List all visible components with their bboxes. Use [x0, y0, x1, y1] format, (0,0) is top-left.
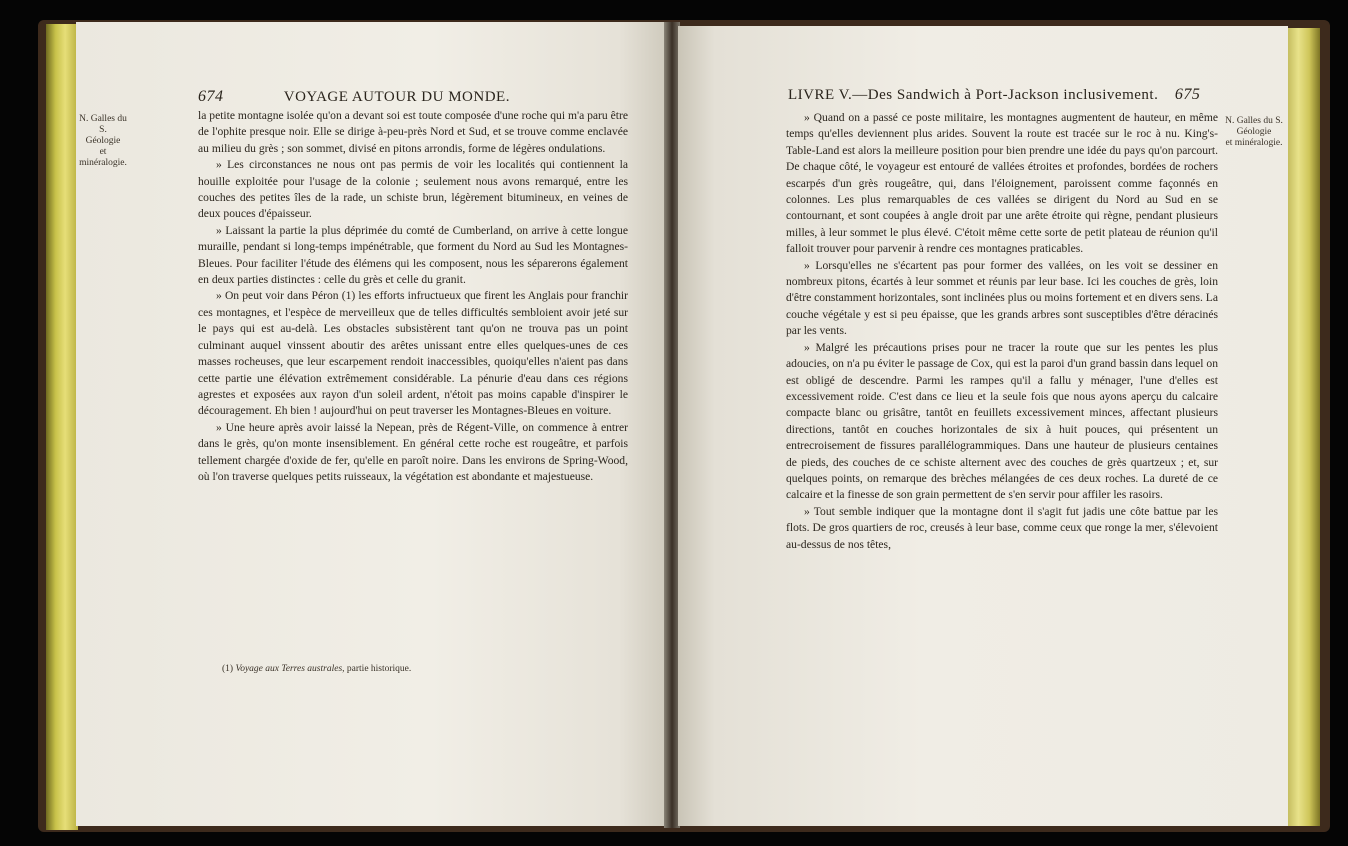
- left-page-edges: [46, 24, 78, 830]
- margin-note-topic: Géologie: [1236, 127, 1272, 137]
- footnote-title: Voyage aux Terres australes,: [235, 664, 345, 674]
- paragraph: » Tout semble indiquer que la montagne dont il s'agit fut jadis une côte battue par les flots. De gros quartiers de roc, creusés à leur base, comme ceux que ronge la mer, s'élevoient au-dessus de nos têtes,: [786, 504, 1218, 551]
- right-running-title: LIVRE V.—Des Sandwich à Port-Jackson inclusivement.: [788, 87, 1159, 103]
- left-running-title: VOYAGE AUTOUR DU MONDE.: [283, 89, 510, 105]
- left-body-text: [198, 108, 628, 485]
- paragraph: » Les circonstances ne nous ont pas permis de voir les localités qui contiennent la houille exploitée pour l'usage de la colonie ; seulement nous avons remarqué, entre les couches des petites îles de la rade, un schiste brun, légèrement bitumineux, en veines de deux pouces d'épaisseur.: [198, 158, 628, 221]
- paragraph: » On peut voir dans Péron (1) les efforts infructueux que firent les Anglais pour franchir ces montagnes, et l'espèce de merveilleux que de telles difficultés sembloient avoir jeté sur le pays qui est au-delà. Les obstacles subsistèrent tant qu'on ne trouva pas un point culminant auquel vinssent aboutir des arêtes unissant entre elles quelques-unes de ces masses rocheuses, que leur escarpement rendoit inaccessibles, quoiqu'elles n'aient pas dans cette partie une élévation extrêmement considérable. La pénurie d'eau dans ces régions agrestes et exposées aux rayon d'un soleil ardent, n'étoit pas moins capable d'inspirer le découragement. Eh bien ! aujourd'hui on peut traverser les Montagnes-Bleues en voiture.: [198, 289, 628, 418]
- paragraph: la petite montagne isolée qu'on a devant soi est toute composée d'une roche qui m'a paru être de l'ophite presque noir. Elle se dirige à-peu-près Nord et Sud, et se trouve comme enclavée au milieu du grès ; son sommet, divisé en pitons arrondis, forme de légères ondulations.: [198, 109, 628, 155]
- paragraph: » Lorsqu'elles ne s'écartent pas pour former des vallées, on les voit se dessiner en nombreux pitons, écartés à leur sommet et réunis par leur base. Ici les couches de grès, loin d'être constamment horizontales, sont inclinées plus ou moins fortement et en divers sens. La couche végétale y est si peu épaisse, que les grands arbres sont susceptibles d'être déracinés par les vents.: [786, 258, 1218, 338]
- paragraph: » Laissant la partie la plus déprimée du comté de Cumberland, on arrive à cette longue muraille, pendant si long-temps impénétrable, que forment du Nord au Sud les Montagnes-Bleues. Pour faciliter l'étude des élémens qui les composent, nous les séparerons également en deux parties distinctes : celle du grès et celle du granit.: [198, 223, 628, 287]
- right-body-text: [786, 110, 1218, 553]
- paragraph: » Malgré les précautions prises pour ne tracer la route que sur les pentes les plus adoucies, on n'a pu éviter le passage de Cox, qui est la paroi d'un grand bassin dans lequel on est obligé de descendre. Parmi les rampes qu'il a fallu y ménager, l'une d'elles est excessivement roide. C'est dans ce lieu et la seule fois que nous ayons aperçu du calcaire compacte blanc ou grisâtre, tantôt en feuillets excessivement minces, affectant plusieurs directions, tantôt en couches horizontales de six à huit pouces, qui présentent un entrecroisement de fissures parallélogrammiques. Dans une hauteur de plusieurs centaines de pieds, des couches de ce schiste alternent avec des couches de grès quartzeux ; et, sur quelques points, on remarque des brèches mélangées de ces deux roches. La dureté de ce calcaire et la finesse de son grain permettent de s'en servir pour affiler les rasoirs.: [786, 340, 1218, 502]
- paragraph: » Quand on a passé ce poste militaire, les montagnes augmentent de hauteur, en même temps qu'elles deviennent plus arides. Souvent la route est tracée sur le roc à nu. King's-Table-Land est alors la meilleure position pour bien prendre une idée du pays qu'on parcourt. De chaque côté, le voyageur est entouré de vallées étroites et profondes, bordées de rochers escarpés d'un grès rougeâtre, qui, dans l'éloignement, paroissent comme façonnés en colonnes. Les plus remarquables de ces vallées se dirigent du Nord au Sud en se contournant, et sont coupées à angle droit par une arête étroite qui règne, pendant plusieurs milles, à leur sommet le plus élevé. C'étoit même cette sorte de petit plateau de réunion qu'il falloit trouver pour parvenir à rendre ces montagnes praticables.: [786, 111, 1218, 256]
- margin-note-topic: Géologie: [85, 136, 121, 146]
- margin-note-topic-2: et minéralogie.: [1225, 138, 1283, 148]
- paragraph: » Une heure après avoir laissé la Nepean, près de Régent-Ville, on commence à entrer dans le grès, qu'on monte insensiblement. En général cette roche est rougeâtre, et parfois tellement chargée d'oxide de fer, qu'elle en paroît noire. Dans les environs de Spring-Wood, où l'on traverse quelques petits ruisseaux, la végétation est abondante et majestueuse.: [198, 420, 628, 483]
- right-page-edges: [1284, 28, 1320, 826]
- margin-note-region: N. Galles du S.: [79, 114, 127, 135]
- right-running-head: [788, 86, 1200, 104]
- margin-note-topic-2: et minéralogie.: [79, 147, 127, 168]
- left-running-head: [198, 88, 510, 106]
- footnote: [222, 664, 411, 674]
- right-margin-note: [1224, 116, 1284, 149]
- margin-note-region: N. Galles du S.: [1225, 116, 1283, 126]
- footnote-number: (1): [222, 664, 234, 674]
- right-page: [678, 26, 1288, 826]
- left-page-number: 674: [198, 88, 224, 105]
- footnote-text: partie historique.: [346, 664, 412, 674]
- right-page-number: 675: [1174, 86, 1201, 103]
- left-margin-note: [76, 114, 130, 169]
- left-page: [76, 22, 666, 826]
